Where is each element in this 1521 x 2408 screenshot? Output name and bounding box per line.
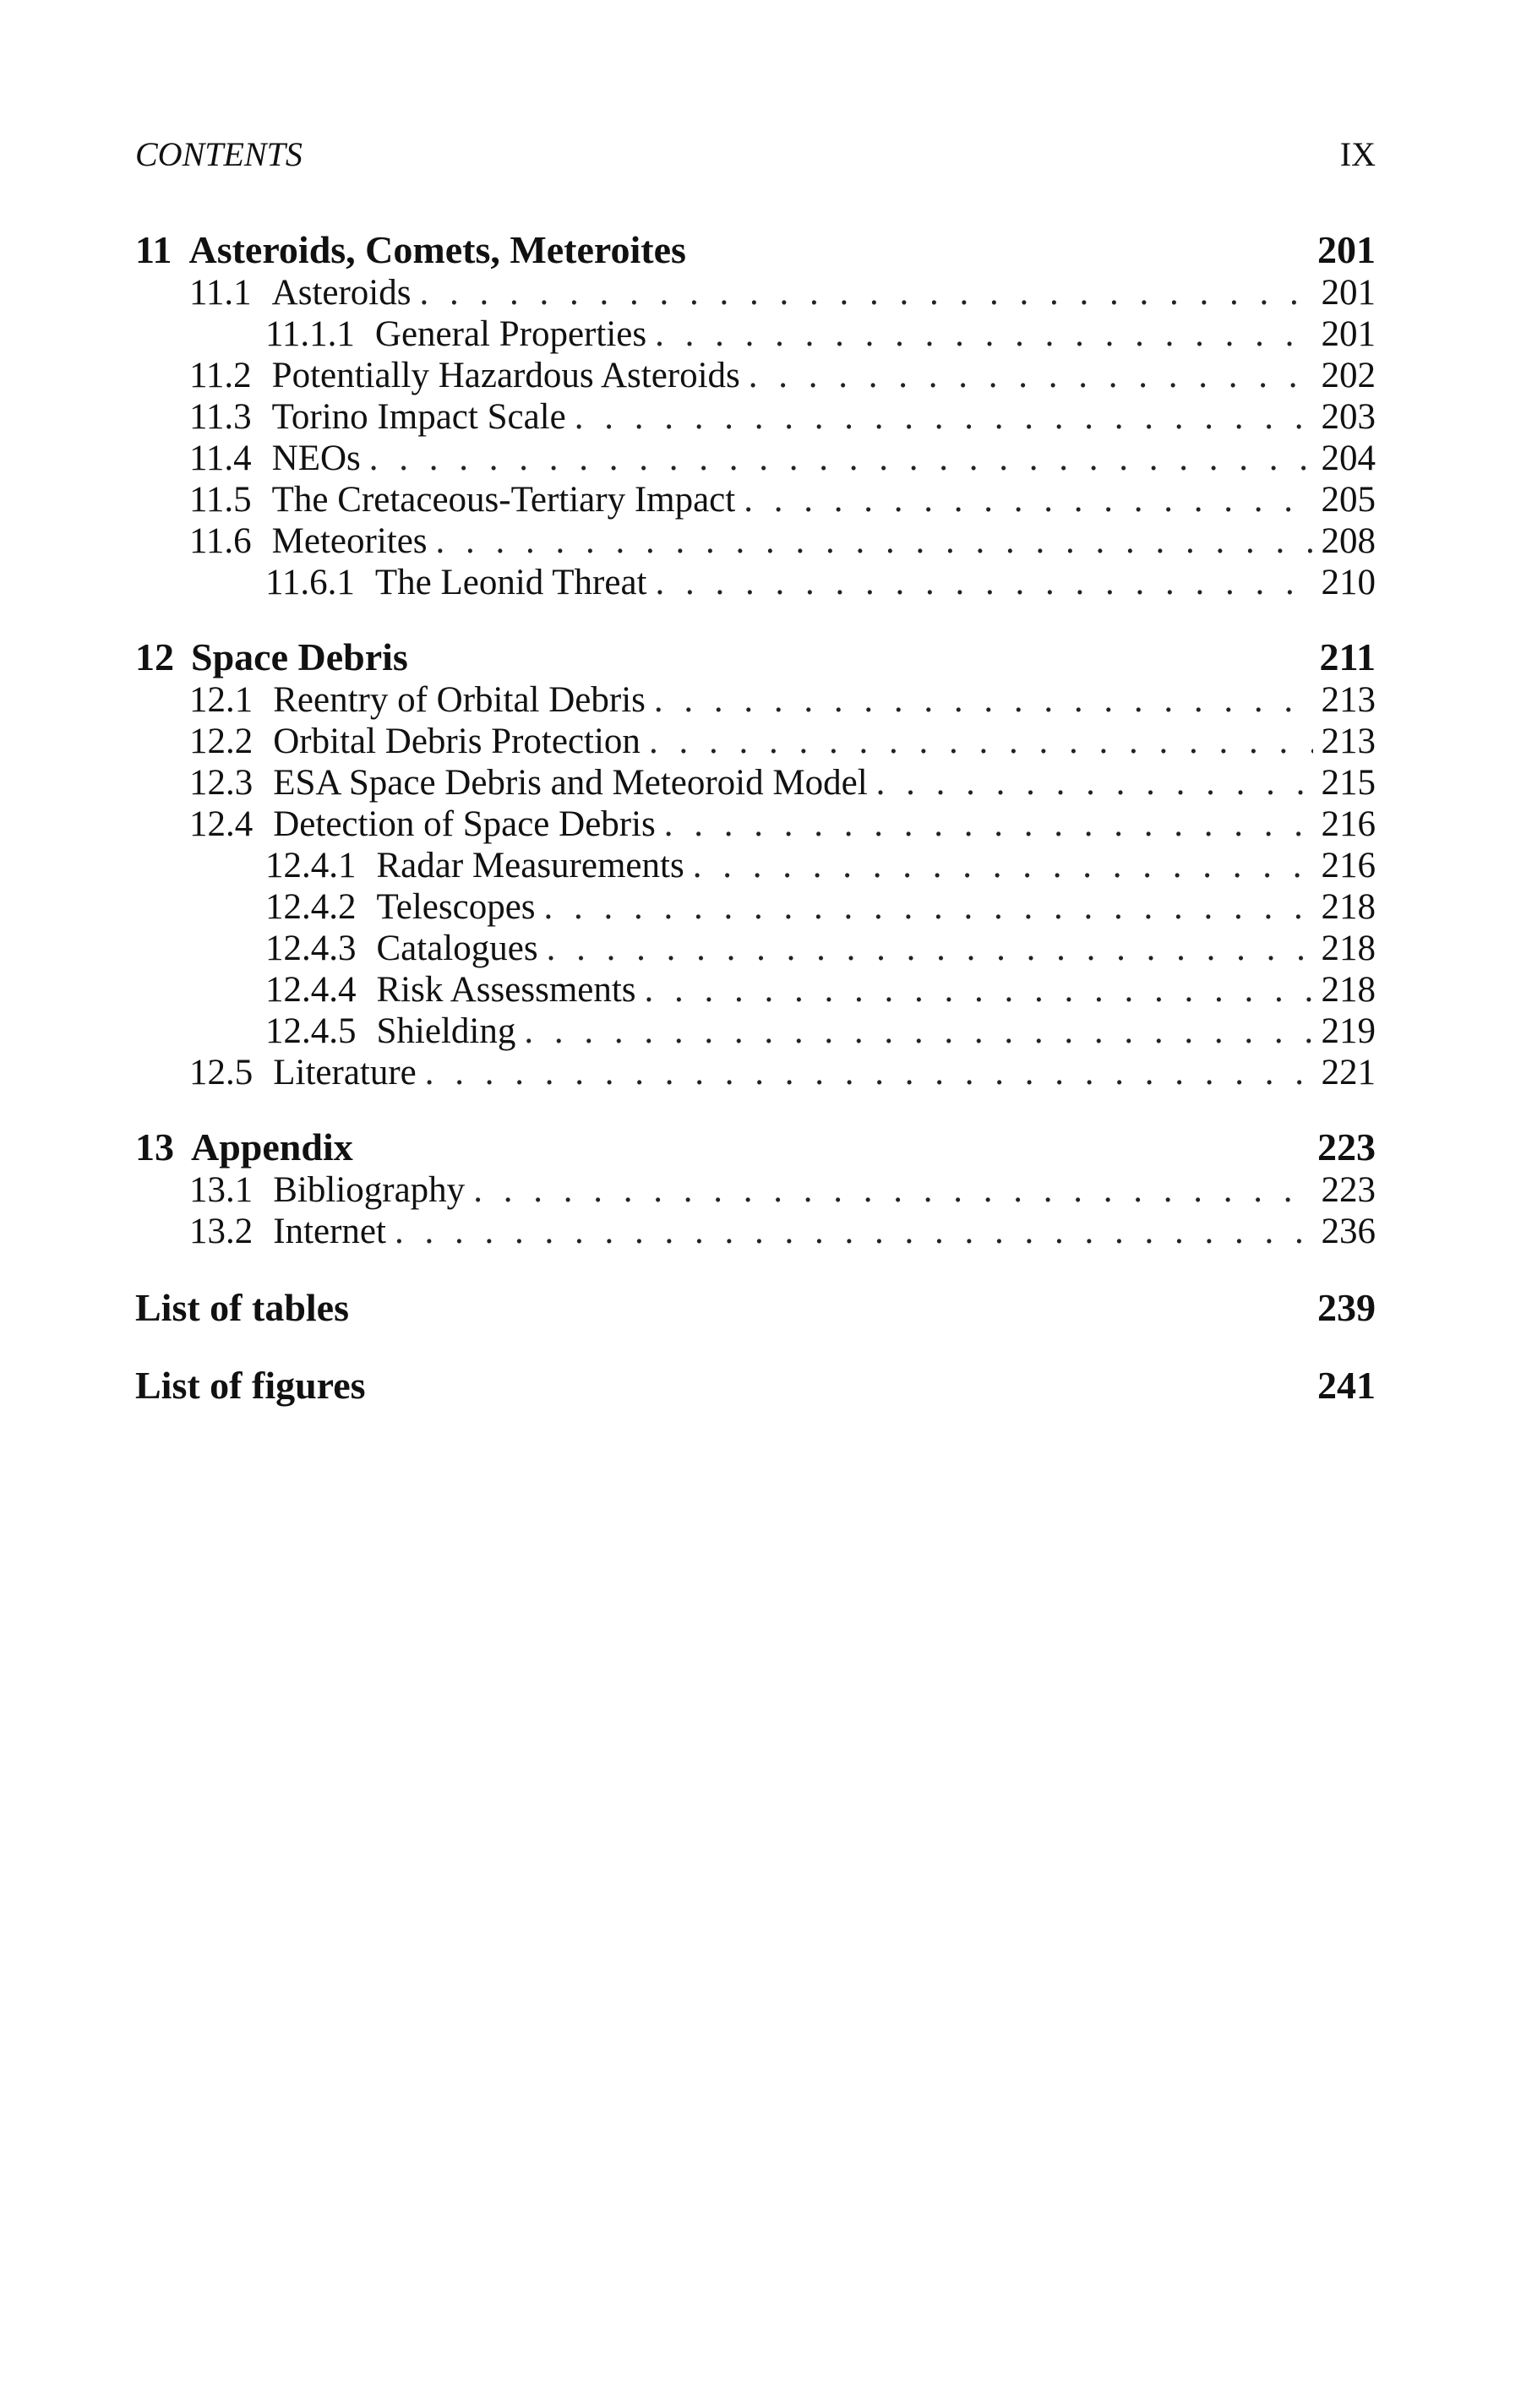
toc-entry-12-4-4[interactable] xyxy=(135,969,1376,1011)
page-number: IX xyxy=(1339,135,1376,173)
chapter-page: 239 xyxy=(1317,1286,1376,1329)
toc-entry-12-1[interactable] xyxy=(135,679,1376,721)
dot-leader xyxy=(655,313,1312,355)
entry-page: 218 xyxy=(1321,929,1376,968)
toc-entry-12-4-3[interactable] xyxy=(135,928,1376,969)
dot-leader xyxy=(547,928,1313,969)
dot-leader xyxy=(436,520,1313,562)
entry-page: 216 xyxy=(1321,804,1376,844)
entry-number: 11.5 xyxy=(189,480,252,520)
toc-chapter-13[interactable] xyxy=(135,1125,1376,1169)
dot-leader xyxy=(649,721,1313,762)
entry-page: 213 xyxy=(1321,680,1376,720)
entry-title: Shielding xyxy=(376,1011,516,1051)
table-of-contents xyxy=(135,228,1376,1408)
chapter-number: 11 xyxy=(135,228,172,271)
toc-list-of-tables[interactable] xyxy=(135,1286,1376,1330)
entry-page: 223 xyxy=(1321,1170,1376,1210)
toc-entry-12-2[interactable] xyxy=(135,721,1376,762)
dot-leader xyxy=(744,479,1312,520)
toc-entry-11-1-1[interactable] xyxy=(135,313,1376,355)
entry-number: 12.1 xyxy=(189,680,254,720)
toc-entry-12-4-2[interactable] xyxy=(135,886,1376,928)
entry-number: 12.4.2 xyxy=(265,887,357,927)
entry-number: 12.4.3 xyxy=(265,929,357,968)
entry-number: 11.6 xyxy=(189,521,252,561)
entry-number: 13.1 xyxy=(189,1170,254,1210)
toc-entry-11-6-1[interactable] xyxy=(135,562,1376,603)
entry-number: 12.3 xyxy=(189,763,254,803)
entry-page: 216 xyxy=(1321,846,1376,885)
entry-number: 11.4 xyxy=(189,439,252,478)
entry-page: 203 xyxy=(1321,397,1376,437)
entry-page: 202 xyxy=(1321,356,1376,395)
entry-title: Catalogues xyxy=(376,929,538,968)
toc-list-of-figures[interactable] xyxy=(135,1364,1376,1408)
entry-page: 236 xyxy=(1321,1212,1376,1251)
dot-leader xyxy=(544,886,1313,928)
entry-number: 11.1 xyxy=(189,273,252,313)
running-head: CONTENTS xyxy=(135,135,303,173)
entry-number: 11.2 xyxy=(189,356,252,395)
entry-number: 11.1.1 xyxy=(265,314,355,354)
entry-title: Asteroids xyxy=(271,273,412,313)
entry-title: Torino Impact Scale xyxy=(271,397,566,437)
toc-entry-12-4-5[interactable] xyxy=(135,1011,1376,1052)
toc-entry-12-4[interactable] xyxy=(135,804,1376,845)
entry-title: The Leonid Threat xyxy=(374,563,647,602)
chapter-number: 13 xyxy=(135,1125,174,1169)
entry-title: Telescopes xyxy=(376,887,536,927)
page-header xyxy=(135,133,1376,176)
chapter-page: 211 xyxy=(1319,635,1376,678)
entry-title: Risk Assessments xyxy=(376,970,636,1010)
dot-leader xyxy=(654,679,1313,721)
entry-number: 12.5 xyxy=(189,1053,254,1092)
dot-leader xyxy=(664,804,1313,845)
entry-page: 208 xyxy=(1321,521,1376,561)
entry-title: Literature xyxy=(273,1053,417,1092)
entry-page: 205 xyxy=(1321,480,1376,520)
entry-page: 201 xyxy=(1321,273,1376,313)
entry-number: 12.2 xyxy=(189,722,254,761)
dot-leader xyxy=(395,1211,1313,1252)
toc-entry-12-4-1[interactable] xyxy=(135,845,1376,886)
chapter-page: 223 xyxy=(1317,1125,1376,1169)
toc-entry-12-5[interactable] xyxy=(135,1052,1376,1093)
toc-entry-11-6[interactable] xyxy=(135,520,1376,562)
entry-title: The Cretaceous-Tertiary Impact xyxy=(271,480,736,520)
toc-entry-11-2[interactable] xyxy=(135,355,1376,396)
entry-title: Reentry of Orbital Debris xyxy=(273,680,646,720)
entry-title: Internet xyxy=(273,1212,386,1251)
toc-chapter-11[interactable] xyxy=(135,228,1376,272)
entry-title: NEOs xyxy=(271,439,361,478)
toc-entry-11-3[interactable] xyxy=(135,396,1376,438)
entry-page: 218 xyxy=(1321,887,1376,927)
dot-leader xyxy=(645,969,1313,1011)
dot-leader xyxy=(655,562,1312,603)
dot-leader xyxy=(419,272,1312,313)
entry-title: Meteorites xyxy=(271,521,428,561)
chapter-title: List of figures xyxy=(135,1364,366,1407)
dot-leader xyxy=(749,355,1313,396)
toc-entry-13-1[interactable] xyxy=(135,1169,1376,1211)
chapter-page: 201 xyxy=(1317,228,1376,271)
toc-chapter-12[interactable] xyxy=(135,635,1376,679)
entry-page: 201 xyxy=(1321,314,1376,354)
entry-page: 210 xyxy=(1321,563,1376,602)
dot-leader xyxy=(524,1011,1312,1052)
entry-page: 213 xyxy=(1321,722,1376,761)
entry-title: Detection of Space Debris xyxy=(273,804,656,844)
entry-number: 12.4.1 xyxy=(265,846,357,885)
entry-title: ESA Space Debris and Meteoroid Model xyxy=(273,763,868,803)
toc-entry-13-2[interactable] xyxy=(135,1211,1376,1252)
entry-number: 12.4.5 xyxy=(265,1011,357,1051)
entry-title: Radar Measurements xyxy=(376,846,684,885)
entry-page: 204 xyxy=(1321,439,1376,478)
toc-entry-11-1[interactable] xyxy=(135,272,1376,313)
entry-page: 219 xyxy=(1321,1011,1376,1051)
entry-number: 12.4.4 xyxy=(265,970,357,1010)
chapter-title: List of tables xyxy=(135,1286,349,1329)
entry-page: 221 xyxy=(1321,1053,1376,1092)
toc-entry-11-5[interactable] xyxy=(135,479,1376,520)
dot-leader xyxy=(876,762,1313,804)
entry-title: Orbital Debris Protection xyxy=(273,722,641,761)
chapter-title: Asteroids, Comets, Meteroites xyxy=(188,228,686,271)
entry-title: General Properties xyxy=(374,314,647,354)
toc-entry-11-4[interactable] xyxy=(135,438,1376,479)
chapter-title: Appendix xyxy=(191,1125,353,1169)
dot-leader xyxy=(575,396,1313,438)
entry-number: 11.3 xyxy=(189,397,252,437)
chapter-number: 12 xyxy=(135,635,174,678)
chapter-title: Space Debris xyxy=(191,635,408,678)
entry-title: Potentially Hazardous Asteroids xyxy=(271,356,740,395)
dot-leader xyxy=(425,1052,1313,1093)
toc-entry-12-3[interactable] xyxy=(135,762,1376,804)
entry-number: 11.6.1 xyxy=(265,563,355,602)
dot-leader xyxy=(369,438,1313,479)
chapter-page: 241 xyxy=(1317,1364,1376,1407)
entry-title: Bibliography xyxy=(273,1170,466,1210)
dot-leader xyxy=(473,1169,1312,1211)
entry-page: 218 xyxy=(1321,970,1376,1010)
dot-leader xyxy=(693,845,1313,886)
entry-page: 215 xyxy=(1321,763,1376,803)
entry-number: 12.4 xyxy=(189,804,254,844)
entry-number: 13.2 xyxy=(189,1212,254,1251)
